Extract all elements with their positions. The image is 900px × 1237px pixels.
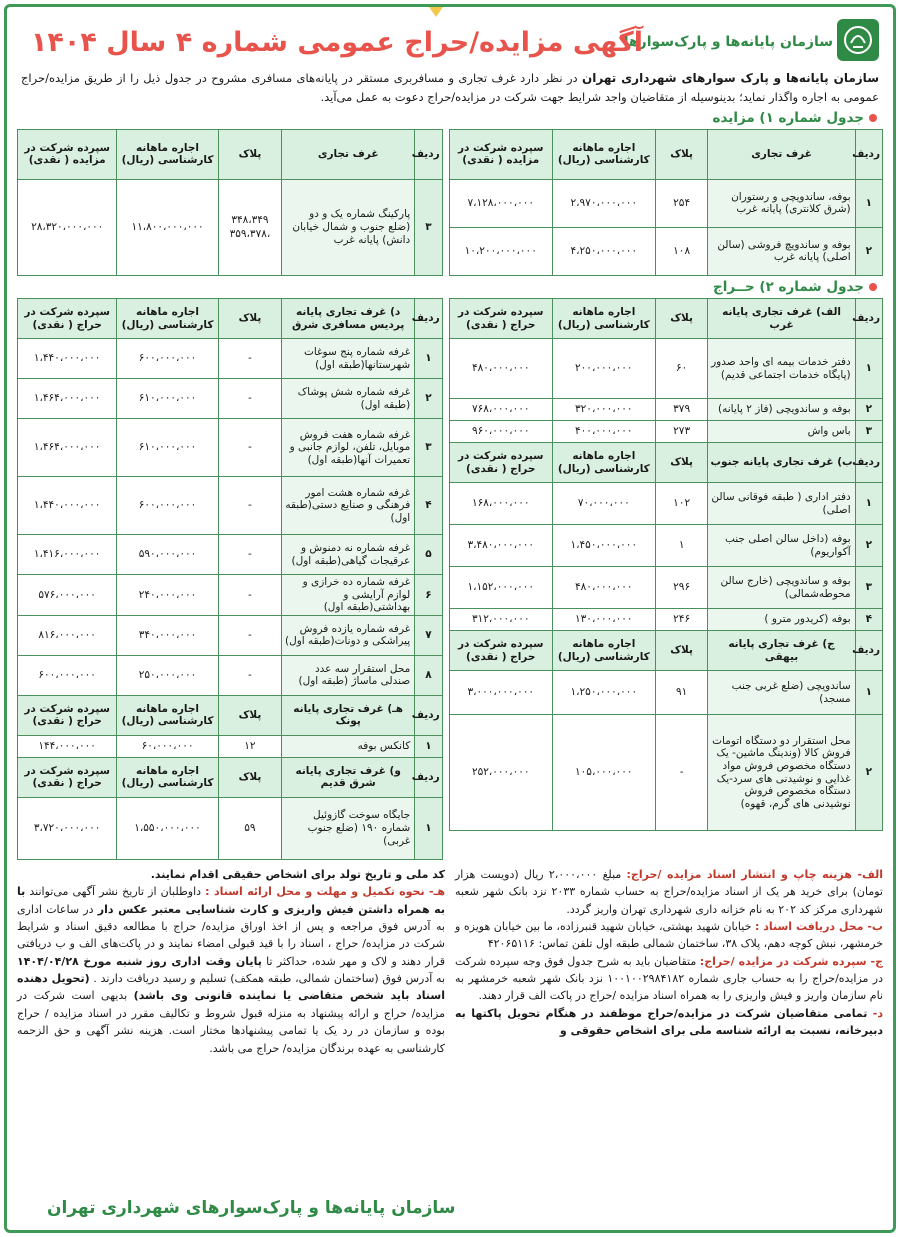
section-b-title: ب) غرف تجاری پایانه جنوب [708, 443, 855, 483]
row-number: ۱ [855, 483, 882, 525]
row-number: ۲ [855, 525, 882, 567]
row-number: ۳ [415, 179, 442, 275]
rent: ۱،۲۵۰،۰۰۰،۰۰۰ [552, 671, 655, 715]
ad-title: آگهی مزایده/حراج عمومی شماره ۴ سال ۱۴۰۴ [30, 27, 643, 58]
table2 [17, 298, 883, 860]
item-name: باس واش [708, 421, 855, 443]
deposit: ۱۴۴،۰۰۰،۰۰۰ [18, 735, 117, 757]
table-row [449, 567, 882, 609]
rent: ۷۰،۰۰۰،۰۰۰ [552, 483, 655, 525]
deposit: ۳۱۲،۰۰۰،۰۰۰ [449, 609, 552, 631]
deposit: ۱،۴۱۶،۰۰۰،۰۰۰ [18, 535, 117, 575]
col-rent: اجاره ماهانه کارشناسی (ریال) [552, 299, 655, 339]
deposit: ۷۶۸،۰۰۰،۰۰۰ [449, 399, 552, 421]
plak: ۲۹۶ [655, 567, 708, 609]
rent: ۶۰۰،۰۰۰،۰۰۰ [117, 477, 218, 535]
deposit: ۱۰،۲۰۰،۰۰۰،۰۰۰ [449, 227, 552, 275]
row-number: ۷ [415, 615, 442, 655]
rent: ۲۵۰،۰۰۰،۰۰۰ [117, 655, 218, 695]
header [17, 13, 883, 69]
table-row [449, 609, 882, 631]
table-row [18, 655, 443, 695]
plak: - [218, 615, 281, 655]
col-row: ردیف [415, 757, 442, 797]
plak: ۱۰۸ [655, 227, 708, 275]
terms-section [17, 866, 883, 1057]
footer-signature: سازمان پایانه‌ها و پارک‌سوارهای شهرداری تهران [47, 1198, 456, 1219]
col-rent: اجاره ماهانه کارشناسی (ریال) [117, 695, 218, 735]
row-number: ۱ [855, 671, 882, 715]
term-e-bold1: با به همراه داشتن فیش واریزی و کارت شناسایی معتبر عکس دار [17, 885, 445, 916]
table-row [18, 339, 443, 379]
col-rent: اجاره ماهانه کارشناسی (ریال) [117, 757, 218, 797]
row-number: ۳ [855, 421, 882, 443]
table-row [449, 671, 882, 715]
col-plak: پلاک [218, 695, 281, 735]
section-a-title: الف) غرف تجاری پایانه غرب [708, 299, 855, 339]
rent: ۴۰۰،۰۰۰،۰۰۰ [552, 421, 655, 443]
plak: ۹۱ [655, 671, 708, 715]
term-c-text: متقاضیان باید به شرح جدول فوق وجه سپرده شرکت در مزایده/حراج را به حساب جاری شماره ۱۰۰۱۰۰۲۹۸۴۱۸۲ نزد بانک شهر شعبه خرمشهر به نام سازمان واریز و فیش واریزی را به همراه اسناد مزایده /حراج در پاکت الف قرار دهند. [455, 954, 883, 1003]
row-number: ۱ [855, 179, 882, 227]
deposit: ۱،۴۴۰،۰۰۰،۰۰۰ [18, 477, 117, 535]
table2-left [17, 298, 443, 860]
item-name: بوفه و ساندویچ فروشی (سالن اصلی) پایانه غرب [708, 227, 855, 275]
row-number: ۴ [855, 609, 882, 631]
plak: - [218, 535, 281, 575]
row-number: ۶ [415, 575, 442, 616]
row-number: ۳ [855, 567, 882, 609]
rent: ۳۲۰،۰۰۰،۰۰۰ [552, 399, 655, 421]
plak: ۳۴۸،۳۴۹ ۳۵۹،۳۷۸، [218, 179, 281, 275]
col-rent: اجاره ماهانه کارشناسی (ریال) [552, 443, 655, 483]
deposit: ۳،۰۰۰،۰۰۰،۰۰۰ [449, 671, 552, 715]
term-e-text3: به آدرس فوق (ساختمان شمالی، طبقه همکف) تسلیم و رسید دریافت دارند . [89, 972, 446, 986]
col-deposit: سپرده شرکت در حراج ( نقدی) [449, 299, 552, 339]
rent: ۶۱۰،۰۰۰،۰۰۰ [117, 379, 218, 419]
row-number: ۲ [415, 379, 442, 419]
col-plak: پلاک [655, 631, 708, 671]
item-name: دفتر خدمات بیمه ای واحد صدور (پایگاه خدمات اجتماعی قدیم) [708, 339, 855, 399]
rent: ۶۰،۰۰۰،۰۰۰ [117, 735, 218, 757]
table-row [449, 715, 882, 831]
table-row [18, 797, 443, 859]
row-number: ۱ [415, 735, 442, 757]
plak: - [218, 339, 281, 379]
deposit: ۵۷۶،۰۰۰،۰۰۰ [18, 575, 117, 616]
col-rent: اجاره ماهانه کارشناسی (ریال) [552, 631, 655, 671]
col-rent: اجاره ماهانه کارشناسی (ریال) [117, 129, 218, 179]
col-deposit: سپرده شرکت در مزایده ( نقدی) [18, 129, 117, 179]
plak: ۶۰ [655, 339, 708, 399]
item-name: غرفه شماره شش پوشاک (طبقه اول) [282, 379, 415, 419]
advertisement-page [4, 4, 896, 1233]
col-row: ردیف [415, 129, 442, 179]
intro-paragraph [17, 69, 883, 107]
rent: ۵۹۰،۰۰۰،۰۰۰ [117, 535, 218, 575]
table-row [18, 735, 443, 757]
col-deposit: سپرده شرکت در حراج ( نقدی) [18, 695, 117, 735]
rent: ۲۰۰،۰۰۰،۰۰۰ [552, 339, 655, 399]
row-number: ۸ [415, 655, 442, 695]
plak: - [655, 715, 708, 831]
col-row: ردیف [855, 129, 882, 179]
term-d-label: د- [872, 1006, 883, 1020]
section-d-title: د) غرف تجاری پایانه پردیس مسافری شرق [282, 299, 415, 339]
deposit: ۳،۷۲۰،۰۰۰،۰۰۰ [18, 797, 117, 859]
table-row [449, 179, 882, 227]
table-row [449, 339, 882, 399]
intro-org: سازمان پایانه‌ها و پارک سوارهای شهرداری تهران [582, 71, 879, 85]
item-name: غرفه شماره هشت امور فرهنگی و صنایع دستی(طبقه اول) [282, 477, 415, 535]
term-d-text: تمامی متقاضیان شرکت در مزایده/حراج موظفند در هنگام تحویل پاکتها به دبیرخانه، نسبت به ارائه شناسه ملی برای اشخاص حقوقی و [455, 1006, 883, 1038]
table-row [18, 575, 443, 616]
rent: ۱۰۵،۰۰۰،۰۰۰ [552, 715, 655, 831]
section-c-title: ج) غرف تجاری پایانه بیهقی [708, 631, 855, 671]
col-row: ردیف [415, 695, 442, 735]
item-name: غرفه شماره نه دمنوش و عرقیجات گیاهی(طبقه اول) [282, 535, 415, 575]
deposit: ۱،۱۵۲،۰۰۰،۰۰۰ [449, 567, 552, 609]
item-name: غرفه شماره ده خرازی و لوازم آرایشی و بهداشتی(طبقه اول) [282, 575, 415, 616]
rent: ۲،۹۷۰،۰۰۰،۰۰۰ [552, 179, 655, 227]
row-number: ۲ [855, 227, 882, 275]
rent: ۱،۴۵۰،۰۰۰،۰۰۰ [552, 525, 655, 567]
row-number: ۳ [415, 419, 442, 477]
terms-right [455, 866, 883, 1057]
table1-title [17, 109, 877, 127]
table-row [18, 615, 443, 655]
row-number: ۵ [415, 535, 442, 575]
term-e [17, 883, 445, 1057]
col-item: غرف تجاری [282, 129, 415, 179]
table1-title-text: جدول شماره ۱) مزایده [712, 109, 864, 126]
row-number: ۱ [415, 797, 442, 859]
deposit: ۹۶۰،۰۰۰،۰۰۰ [449, 421, 552, 443]
table-row [18, 535, 443, 575]
item-name: محل استقرار دو دستگاه اتومات فروش کالا (وندینگ ماشین- یک دستگاه مخصوص فروش مواد غذایی و نوشیدنی های سرد-یک دستگاه مخصوص فروش نوشیدنی های گرم، قهوه) [708, 715, 855, 831]
col-deposit: سپرده شرکت در مزایده ( نقدی) [449, 129, 552, 179]
plak: ۵۹ [218, 797, 281, 859]
rent: ۱۳۰،۰۰۰،۰۰۰ [552, 609, 655, 631]
tehran-municipality-logo-icon [837, 19, 879, 61]
col-plak: پلاک [655, 299, 708, 339]
col-row: ردیف [855, 299, 882, 339]
rent: ۴،۲۵۰،۰۰۰،۰۰۰ [552, 227, 655, 275]
plak: ۱ [655, 525, 708, 567]
bullet-icon [869, 114, 877, 122]
term-d-continuation: کد ملی و تاریخ تولد برای اشخاص حقیقی اقدام نمایند. [150, 867, 445, 881]
plak: ۲۴۶ [655, 609, 708, 631]
deposit: ۳،۴۸۰،۰۰۰،۰۰۰ [449, 525, 552, 567]
rent: ۲۴۰،۰۰۰،۰۰۰ [117, 575, 218, 616]
rent: ۶۱۰،۰۰۰،۰۰۰ [117, 419, 218, 477]
col-deposit: سپرده شرکت در حراج ( نقدی) [449, 631, 552, 671]
plak: - [218, 575, 281, 616]
rent: ۱۱،۸۰۰،۰۰۰،۰۰۰ [117, 179, 218, 275]
row-number: ۱ [415, 339, 442, 379]
col-row: ردیف [855, 631, 882, 671]
term-c-label: ج- سپرده شرکت در مزایده /حراج: [699, 954, 884, 968]
col-plak: پلاک [218, 299, 281, 339]
plak: ۱۰۲ [655, 483, 708, 525]
term-a [455, 866, 883, 918]
item-name: محل استقرار سه عدد صندلی ماساژ (طبقه اول) [282, 655, 415, 695]
deposit: ۱،۴۶۴،۰۰۰،۰۰۰ [18, 379, 117, 419]
row-number: ۱ [855, 339, 882, 399]
item-name: بوفه (کریدور مترو ) [708, 609, 855, 631]
deposit: ۸۱۶،۰۰۰،۰۰۰ [18, 615, 117, 655]
term-c [455, 953, 883, 1005]
term-b-label: ب- محل دریافت اسناد : [754, 919, 883, 933]
col-rent: اجاره ماهانه کارشناسی (ریال) [552, 129, 655, 179]
item-name: بوفه و ساندویچی (خارج سالن محوطه‌شمالی) [708, 567, 855, 609]
col-deposit: سپرده شرکت در حراج ( نقدی) [18, 757, 117, 797]
col-plak: پلاک [218, 757, 281, 797]
term-d [455, 1005, 883, 1040]
table2-right [449, 298, 883, 831]
term-a-label: الف- هزینه چاپ و انتشار اسناد مزایده /حراج: [626, 867, 884, 881]
table-row [449, 227, 882, 275]
deposit: ۷،۱۲۸،۰۰۰،۰۰۰ [449, 179, 552, 227]
col-plak: پلاک [655, 129, 708, 179]
intro-text: در نظر دارد غرف تجاری و مسافربری مستقر در پایانه‌های مسافری مشروح در جدول ذیل را از طریق مزایده/حراج عمومی به اجاره واگذار نماید؛ بدینوسیله از متقاضیان واجد شرایط جهت شرکت در مزایده/حراج دعوت به عمل می‌آید. [21, 71, 879, 104]
table-row [449, 525, 882, 567]
plak: ۱۲ [218, 735, 281, 757]
col-item: غرف تجاری [708, 129, 855, 179]
term-d-cont [17, 866, 445, 883]
table-row [449, 483, 882, 525]
bullet-icon [869, 283, 877, 291]
term-e-bold3: (تحویل دهنده اسناد باید شخص متقاضی یا نماینده قانونی وی باشد) [17, 972, 445, 1003]
item-name: بوفه، ساندویچی و رستوران (شرق کلانتری) پایانه غرب [708, 179, 855, 227]
col-plak: پلاک [655, 443, 708, 483]
table-row [18, 477, 443, 535]
section-h-title: هـ) غرف تجاری پایانه پونک [282, 695, 415, 735]
term-b-text: خیابان شهید بهشتی، خیابان شهید قنبرزاده، ما بین خیابان هویزه و خرمشهر، نبش کوچه دهم، پلاک ۳۸، ساختمان شمالی طبقه اول تلفن تماس: ۴۲۰۶۵۱۱۶ [455, 919, 883, 951]
col-deposit: سپرده شرکت در حراج ( نقدی) [449, 443, 552, 483]
item-name: غرفه شماره هفت فروش موبایل، تلفن، لوازم جانبی و تعمیرات آنها(طبقه اول) [282, 419, 415, 477]
row-number: ۲ [855, 399, 882, 421]
item-name: ساندویچی (ضلع غربی جنب مسجد) [708, 671, 855, 715]
item-name: بوفه و ساندویچی (فاز ۲ پایانه) [708, 399, 855, 421]
table1 [17, 129, 883, 276]
item-name: بوفه (داخل سالن اصلی جنب آکواریوم) [708, 525, 855, 567]
item-name: غرفه شماره یازده فروش پیراشکی و دونات(طبقه اول) [282, 615, 415, 655]
rent: ۳۴۰،۰۰۰،۰۰۰ [117, 615, 218, 655]
table1-right [449, 129, 883, 276]
ribbon-icon [429, 7, 443, 17]
table-row [18, 419, 443, 477]
deposit: ۴۸۰،۰۰۰،۰۰۰ [449, 339, 552, 399]
plak: - [218, 379, 281, 419]
row-number: ۴ [415, 477, 442, 535]
table-row [18, 179, 443, 275]
plak: - [218, 477, 281, 535]
term-b [455, 918, 883, 953]
deposit: ۶۰۰،۰۰۰،۰۰۰ [18, 655, 117, 695]
term-a-text: مبلغ ۲،۰۰۰،۰۰۰ ریال (دویست هزار تومان) برای خرید هر یک از اسناد مزایده/حراج به حساب شماره ۲۰۳۳ نزد بانک شهر شعبه شهرداری مرکز کد ۲۰۲ به نام خزانه داری شهرداری تهران واریز گردد. [455, 867, 883, 916]
term-e-text2: در ساعات اداری به آدرس فوق مراجعه و پس از اخذ اوراق مزایده/ حراج با مطالعه دقیق اسناد و شرایط شرکت در مزایده/ حراج ، اسناد را با قید قبولی امضاء نمایند و در پاکت‌های الف و ب دریافتی قرار دهند و لاک و مهر شده، حداکثر تا [17, 902, 445, 968]
item-name: کانکس بوفه [282, 735, 415, 757]
table-row [449, 421, 882, 443]
item-name: پارکینگ شماره یک و دو (ضلع جنوب و شمال خیابان دانش) پایانه غرب [282, 179, 415, 275]
table-row [449, 399, 882, 421]
term-e-text1: داوطلبان از تاریخ نشر آگهی می‌توانند [25, 885, 206, 899]
term-e-label: هـ- نحوه تکمیل و مهلت و محل ارائه اسناد : [205, 885, 445, 899]
plak: ۳۷۹ [655, 399, 708, 421]
item-name: دفتر اداری ( طبقه فوقانی سالن اصلی) [708, 483, 855, 525]
col-rent: اجاره ماهانه کارشناسی (ریال) [117, 299, 218, 339]
table-row [18, 379, 443, 419]
plak: ۲۷۳ [655, 421, 708, 443]
rent: ۱،۵۵۰،۰۰۰،۰۰۰ [117, 797, 218, 859]
terms-left [17, 866, 445, 1057]
item-name: جایگاه سوخت گازوئیل شماره ۱۹۰ (ضلع جنوب غربی) [282, 797, 415, 859]
plak: - [218, 655, 281, 695]
deposit: ۱،۴۶۴،۰۰۰،۰۰۰ [18, 419, 117, 477]
deposit: ۱،۴۴۰،۰۰۰،۰۰۰ [18, 339, 117, 379]
plak: ۲۵۴ [655, 179, 708, 227]
deposit: ۲۵۲،۰۰۰،۰۰۰ [449, 715, 552, 831]
col-row: ردیف [415, 299, 442, 339]
term-e-deadline: پایان وقت اداری روز شنبه مورخ ۱۴۰۴/۰۴/۲۸ [17, 954, 262, 968]
table2-title [17, 278, 877, 296]
col-row: ردیف [855, 443, 882, 483]
rent: ۶۰۰،۰۰۰،۰۰۰ [117, 339, 218, 379]
table1-left [17, 129, 443, 276]
plak: - [218, 419, 281, 477]
row-number: ۲ [855, 715, 882, 831]
rent: ۴۸۰،۰۰۰،۰۰۰ [552, 567, 655, 609]
deposit: ۲۸،۳۲۰،۰۰۰،۰۰۰ [18, 179, 117, 275]
term-e-text4: بدیهی است شرکت در مزایده/ حراج و ارائه پیشنهاد به منزله قبول شروط و تکالیف مقرر در اسناد مزایده / حراج بوده و سازمان در رد یک یا تمامی پیشنهادها مختار است. هزینه نشر آگهی و حق الزحمه کارشناسی به عهده برندگان مزایده/ حراج می باشد. [17, 989, 445, 1055]
col-plak: پلاک [218, 129, 281, 179]
table2-title-text: جدول شماره ۲) حــراج [712, 278, 864, 295]
item-name: غرفه شماره پنج سوغات شهرستانها(طبقه اول) [282, 339, 415, 379]
section-v-title: و) غرف تجاری پایانه شرق قدیم [282, 757, 415, 797]
deposit: ۱۶۸،۰۰۰،۰۰۰ [449, 483, 552, 525]
col-deposit: سپرده شرکت در حراج ( نقدی) [18, 299, 117, 339]
org-name: سازمان پایانه‌ها و پارک‌سوارها [623, 34, 833, 50]
